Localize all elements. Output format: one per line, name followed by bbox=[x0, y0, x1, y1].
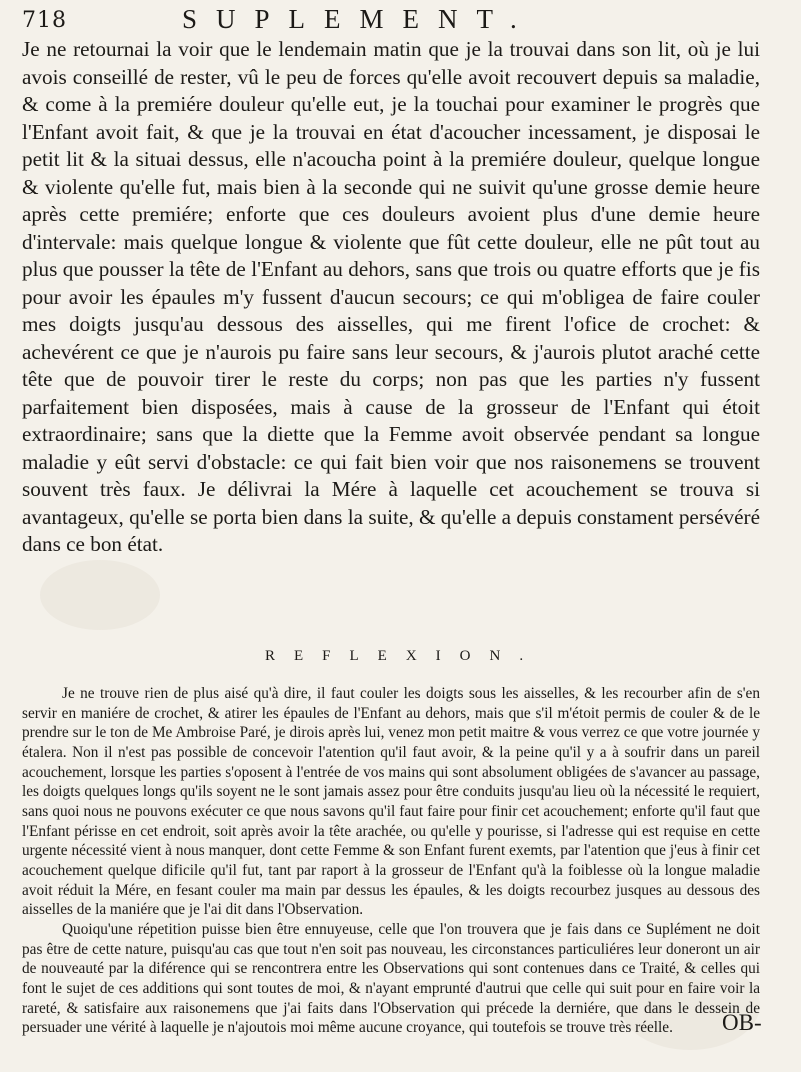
running-head bbox=[22, 4, 742, 38]
running-title: SUPLEMENT. bbox=[182, 4, 536, 34]
page-number: 718 bbox=[22, 8, 67, 33]
main-text-block bbox=[22, 36, 760, 559]
reflexion-paragraph-2: Quoiqu'une répetition puisse bien être ennuyeuse, celle que l'on trouvera que je fais dans ce Suplément ne doit pas être de cette nature, puisqu'au cas que tout n'en soit pas nouveau, les circonstances particuliéres leur doneront un air de nouveauté par la diférence qui se rencontrera entre les Observations qui sont contenues dans ce Traité, & celles qui font le sujet de ces additions qui sont toutes de moi, & n'ayant emprunté d'autrui que celle qui suit pour en faire voir la rareté, & satisfaire aux raisonemens que j'ai faits dans l'Observation qui précede la derniére, que dans le dessein de persuader une vérité à laquelle je n'ajoutois moi même aucune croyance, qui toutefois se trouve très réelle. bbox=[22, 920, 760, 1037]
paper-stain bbox=[40, 560, 160, 630]
reflexion-paragraph-1: Je ne trouve rien de plus aisé qu'à dire, il faut couler les doigts sous les aisselles, & les recourber afin de s'en servir en maniére de crochet, & atirer les épaules de l'Enfant au dehors, mais que s'il m'étoit permis de couler & de le prendre sur le ton de Me Ambroise Paré, je dirois après lui, venez mon petit maitre & vous verrez ce que votre journée y étalera. Non il n'est pas possible de concevoir l'atention qu'il faut avoir, & la peine qu'il y a à soufrir dans un pareil acouchement, lorsque les parties s'oposent à l'entrée de vos mains qui sont absolument obligées de s'avancer au passage, les doigts quelques longs qu'ils soyent ne le sont jamais assez pour être conduits jusqu'au lieu où la nécessité le requiert, sans quoi nous ne pouvons exécuter ce que nous savons qu'il faut faire pour finir cet acouchement; enforte qu'il faut que l'Enfant périsse en cet endroit, soit après avoir la tête arachée, ou qu'elle y pourisse, si l'adresse qui est requise en cette urgente nécessité vient à nous manquer, dont cette Femme & son Enfant furent exemts, par l'atention que j'eus à finir cet acouchement quelque dificile qu'il fut, tant par raport à la grosseur de l'Enfant qu'à la foiblesse où la longue maladie avoit réduit la Mére, en fesant couler ma main par dessus les épaules, & les doigts recourbez jusques au dessous des aisselles de la maniére que je l'ai dit dans l'Observation. bbox=[22, 685, 760, 919]
reflexion-text-block bbox=[22, 684, 760, 1038]
observation-paragraph: Je ne retournai la voir que le lendemain matin que je la trouvai dans son lit, où je lui avois conseillé de rester, vû le peu de forces qu'elle avoit recouvert depuis sa maladie, & come à la premiére douleur qu'elle eut, je la touchai pour examiner le progrès que l'Enfant avoit fait, & que je la trouvai en état d'acoucher incessament, je disposai le petit lit & la situai dessus, elle n'acoucha point à la premiére douleur, quelque longue & violente qu'elle fut, mais bien à la seconde qui ne suivit qu'une grosse demie heure après cette premiére; enforte que ces douleurs avoient plus d'une demie heure d'intervale: mais quelque longue & violente que fût cette douleur, elle ne pût tout au plus que pousser la tête de l'Enfant au dehors, sans que trois ou quatre efforts que je fis pour avoir les épaules m'y fussent d'aucun secours; ce qui m'obligea de faire couler mes doigts jusqu'au dessous des aisselles, qui me firent l'ofice de crochet: & achevérent ce que je n'aurois pu faire sans leur secours, & j'aurois plutot araché cette tête que de pouvoir tirer le reste du corps; non pas que les parties n'y fussent parfaitement bien disposées, mais à cause de la grosseur de l'Enfant qui étoit extraordinaire; sans que la diette que la Femme avoit observée pendant sa longue maladie y eût servi d'obstacle: ce qui fait bien voir que nos raisonemens se trouvent souvent très faux. Je délivrai la Mére à laquelle cet acouchement se trouva si avantageux, qu'elle se porta bien dans la suite, & qu'elle a depuis constament persévéré dans ce bon état. bbox=[22, 37, 760, 556]
section-heading: REFLEXION. bbox=[265, 648, 543, 664]
catchword: OB- bbox=[722, 1010, 762, 1035]
